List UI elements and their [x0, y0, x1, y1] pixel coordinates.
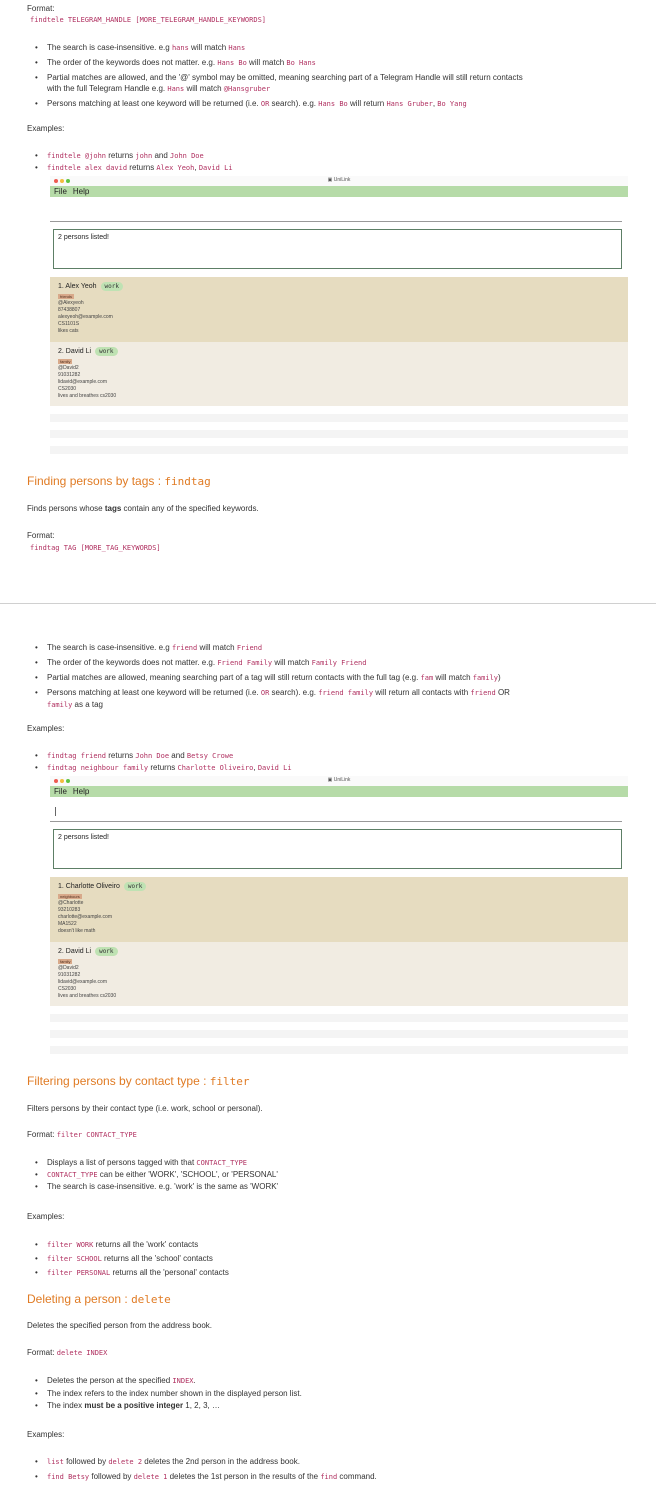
- list-item: • list followed by delete 2 deletes the 2nd person in the address book.: [27, 1456, 647, 1468]
- tag-badge: family: [60, 359, 71, 364]
- person-list: [50, 277, 628, 460]
- contact-type-badge: work: [95, 947, 117, 956]
- result-display: 2 persons listed!: [53, 229, 622, 269]
- list-item: • Persons matching at least one keyword will be returned (i.e. OR search). e.g. friend family will return all contacts with friend OR family as a tag: [27, 687, 647, 711]
- section-description: Deletes the specified person from the address book.: [27, 1321, 212, 1330]
- delete-rules-list: [27, 1375, 647, 1411]
- list-item: • CONTACT_TYPE can be either 'WORK', 'SCHOOL', or 'PERSONAL': [27, 1169, 647, 1181]
- filter-examples-list: [27, 1239, 647, 1279]
- section-heading-filter: Filtering persons by contact type : filter: [27, 1074, 250, 1088]
- list-item: • filter SCHOOL returns all the 'school' contacts: [27, 1253, 647, 1265]
- contact-type-badge: work: [101, 282, 123, 291]
- telegram-rules-list: [27, 42, 647, 110]
- empty-row: [50, 430, 628, 438]
- window-titlebar: [50, 176, 628, 186]
- menu-file[interactable]: File: [54, 787, 67, 796]
- empty-row: [50, 1014, 628, 1022]
- filter-rules-list: [27, 1157, 647, 1192]
- list-item[interactable]: 1. Alex Yeoh work friends @Alexyeoh 87438807 alexyeoh@example.com CS1101S likes cats: [50, 277, 628, 342]
- list-item: • The order of the keywords does not matter. e.g. Friend Family will match Family Friend: [27, 657, 647, 669]
- list-item: • The index must be a positive integer 1, 2, 3, …: [27, 1400, 647, 1411]
- empty-row: [50, 1046, 628, 1054]
- list-item: • Partial matches are allowed, and the '@' symbol may be omitted, meaning searching part of a Telegram Handle will still return contacts with the full Telegram Handle e.g. Hans will match @Hansgruber: [27, 72, 647, 95]
- list-item: • The index refers to the index number shown in the displayed person list.: [27, 1388, 647, 1399]
- tag-badge: friends: [60, 294, 73, 299]
- list-item: • findtag neighbour family returns Charlotte Oliveiro, David Li: [27, 762, 647, 774]
- text-cursor: [55, 807, 56, 816]
- window-titlebar: [50, 776, 628, 786]
- list-item: • filter PERSONAL returns all the 'personal' contacts: [27, 1267, 647, 1279]
- app-icon: ▣: [327, 177, 334, 183]
- list-item[interactable]: 2. David Li work family @David2 91031282 lidavid@example.com CS2030 lives and breathes cs2030: [50, 342, 628, 406]
- list-item: • findtele @john returns john and John Doe: [27, 150, 647, 162]
- format-line: Format: delete INDEX: [27, 1348, 108, 1357]
- examples-label: Examples:: [27, 1430, 65, 1439]
- list-item[interactable]: 1. Charlotte Oliveiro work neighbours @Charlotte 93210283 charlotte@example.com MA1522 doesn't like math: [50, 877, 628, 942]
- format-line: Format: filter CONTACT_TYPE: [27, 1130, 137, 1139]
- menu-bar: [50, 786, 628, 797]
- format-label: Format:: [27, 531, 55, 540]
- tag-badge: neighbours: [60, 894, 80, 899]
- list-item: • filter WORK returns all the 'work' contacts: [27, 1239, 647, 1251]
- list-item[interactable]: 2. David Li work family @David2 91031282 lidavid@example.com CS2030 lives and breathes cs2030: [50, 942, 628, 1006]
- list-item: • The search is case-insensitive. e.g friend will match Friend: [27, 642, 647, 654]
- empty-row: [50, 446, 628, 454]
- list-item: • find Betsy followed by delete 1 deletes the 1st person in the results of the find command.: [27, 1471, 647, 1483]
- contact-type-badge: work: [124, 882, 146, 891]
- examples-label: Examples:: [27, 724, 65, 733]
- format-label: Format:: [27, 4, 55, 13]
- window-title: ▣ UniLink: [327, 177, 351, 183]
- list-item: • The search is case-insensitive. e.g. 'work' is the same as 'WORK': [27, 1181, 647, 1192]
- section-heading-findtag: Finding persons by tags : findtag: [27, 474, 211, 488]
- list-item: • Persons matching at least one keyword will be returned (i.e. OR search). e.g. Hans Bo will return Hans Gruber, Bo Yang: [27, 98, 647, 110]
- command-box[interactable]: [50, 211, 622, 222]
- window-title: ▣ UniLink: [327, 777, 351, 783]
- list-item: • findtele alex david returns Alex Yeoh, David Li: [27, 162, 647, 174]
- person-list: [50, 877, 628, 1060]
- section-description: Filters persons by their contact type (i.e. work, school or personal).: [27, 1104, 263, 1113]
- page-break-divider: [0, 603, 656, 604]
- app-window-screenshot: [50, 776, 628, 1060]
- findtag-rules-list: [27, 642, 647, 711]
- section-heading-delete: Deleting a person : delete: [27, 1292, 171, 1306]
- delete-examples-list: [27, 1456, 647, 1483]
- format-command: findtag TAG [MORE_TAG_KEYWORDS]: [30, 544, 161, 552]
- app-window-screenshot: [50, 176, 628, 460]
- list-item: • Deletes the person at the specified INDEX.: [27, 1375, 647, 1387]
- list-item: • The search is case-insensitive. e.g hans will match Hans: [27, 42, 647, 54]
- findtag-examples-list: [27, 750, 647, 774]
- list-item: • The order of the keywords does not matter. e.g. Hans Bo will match Bo Hans: [27, 57, 647, 69]
- result-display: 2 persons listed!: [53, 829, 622, 869]
- app-icon: ▣: [327, 777, 334, 783]
- empty-row: [50, 1030, 628, 1038]
- telegram-examples-list: [27, 150, 647, 174]
- tag-badge: family: [60, 959, 71, 964]
- empty-row: [50, 414, 628, 422]
- command-box[interactable]: [50, 811, 622, 822]
- menu-file[interactable]: File: [54, 187, 67, 196]
- contact-type-badge: work: [95, 347, 117, 356]
- examples-label: Examples:: [27, 124, 65, 133]
- menu-bar: [50, 186, 628, 197]
- menu-help[interactable]: Help: [72, 187, 90, 196]
- list-item: • Displays a list of persons tagged with that CONTACT_TYPE: [27, 1157, 647, 1169]
- section-description: Finds persons whose tags contain any of the specified keywords.: [27, 504, 259, 513]
- list-item: • findtag friend returns John Doe and Betsy Crowe: [27, 750, 647, 762]
- list-item: • Partial matches are allowed, meaning searching part of a tag will still return contacts with the full tag (e.g. fam will match family): [27, 672, 647, 684]
- examples-label: Examples:: [27, 1212, 65, 1221]
- format-command: findtele TELEGRAM_HANDLE [MORE_TELEGRAM_HANDLE_KEYWORDS]: [30, 16, 267, 24]
- menu-help[interactable]: Help: [72, 787, 90, 796]
